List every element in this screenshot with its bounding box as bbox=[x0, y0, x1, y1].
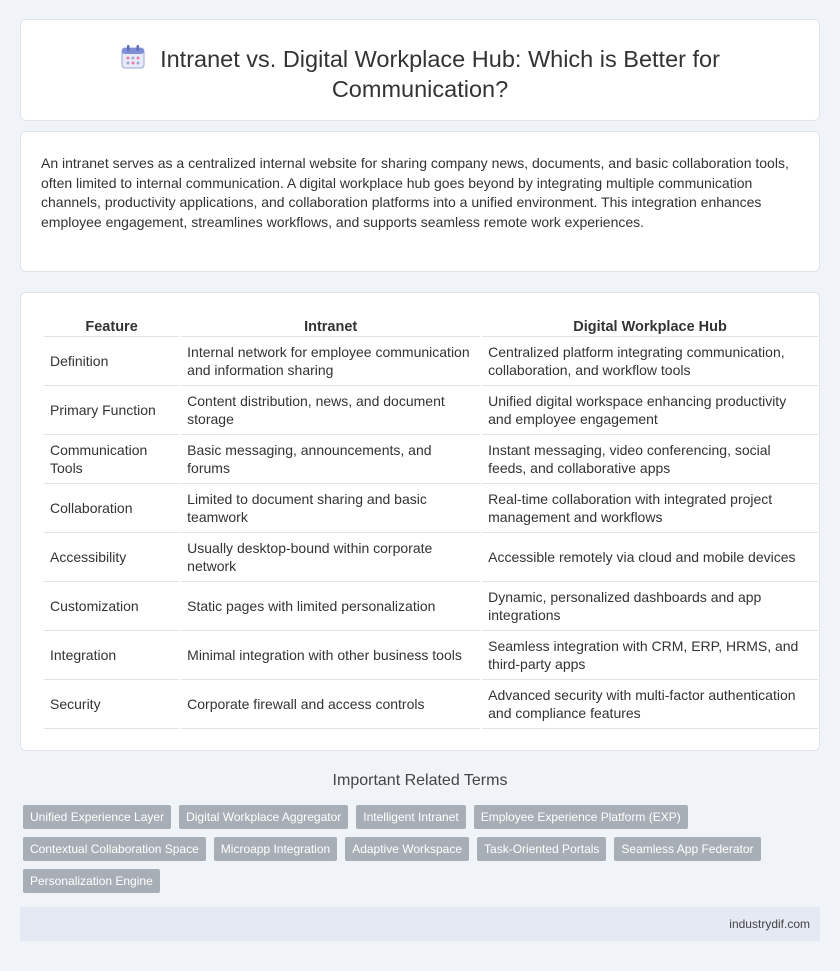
cell-intranet: Basic messaging, announcements, and forums bbox=[181, 435, 480, 484]
cell-feature: Primary Function bbox=[44, 386, 179, 435]
table-row bbox=[44, 533, 818, 582]
related-term-tag[interactable]: Employee Experience Platform (EXP) bbox=[474, 805, 688, 829]
cell-intranet: Content distribution, news, and document storage bbox=[181, 386, 480, 435]
page-title-text: Intranet vs. Digital Workplace Hub: Which is Better for Communication? bbox=[160, 46, 720, 102]
related-term-tag[interactable]: Seamless App Federator bbox=[614, 837, 760, 861]
intro-paragraph: An intranet serves as a centralized internal website for sharing company news, documents, and basic collaboration tools, often limited to internal communication. A digital workplace hub goes beyond by integrating multiple communication channels, productivity applications, and collaboration platforms into a unified environment. This integration enhances employee engagement, streamlines workflows, and supports seamless remote work experiences. bbox=[41, 155, 789, 230]
cell-feature: Integration bbox=[44, 631, 179, 680]
table-row bbox=[44, 386, 818, 435]
table-row bbox=[44, 680, 818, 729]
table-row bbox=[44, 631, 818, 680]
cell-digital-workplace-hub: Dynamic, personalized dashboards and app integrations bbox=[482, 582, 818, 631]
comparison-table bbox=[42, 315, 820, 729]
cell-feature: Customization bbox=[44, 582, 179, 631]
related-terms-heading: Important Related Terms bbox=[332, 772, 508, 789]
comparison-table-card bbox=[20, 292, 820, 751]
cell-intranet: Limited to document sharing and basic teamwork bbox=[181, 484, 480, 533]
cell-feature: Communication Tools bbox=[44, 435, 179, 484]
cell-digital-workplace-hub: Seamless integration with CRM, ERP, HRMS, and third-party apps bbox=[482, 631, 818, 680]
cell-intranet: Static pages with limited personalization bbox=[181, 582, 480, 631]
related-term-tag[interactable]: Digital Workplace Aggregator bbox=[179, 805, 348, 829]
page-title bbox=[61, 44, 779, 104]
header-intranet: Intranet bbox=[181, 315, 480, 337]
table-row bbox=[44, 582, 818, 631]
table-row bbox=[44, 484, 818, 533]
table-body bbox=[44, 337, 818, 729]
cell-feature: Definition bbox=[44, 337, 179, 386]
cell-digital-workplace-hub: Centralized platform integrating communication, collaboration, and workflow tools bbox=[482, 337, 818, 386]
related-term-tag[interactable]: Microapp Integration bbox=[214, 837, 337, 861]
header-digital-workplace-hub: Digital Workplace Hub bbox=[482, 315, 818, 337]
cell-digital-workplace-hub: Instant messaging, video conferencing, social feeds, and collaborative apps bbox=[482, 435, 818, 484]
related-term-tag[interactable]: Adaptive Workspace bbox=[345, 837, 469, 861]
footer-site: industrydif.com bbox=[729, 917, 810, 931]
related-term-tag[interactable]: Unified Experience Layer bbox=[23, 805, 171, 829]
title-card bbox=[20, 19, 820, 121]
cell-digital-workplace-hub: Real-time collaboration with integrated project management and workflows bbox=[482, 484, 818, 533]
cell-feature: Accessibility bbox=[44, 533, 179, 582]
cell-intranet: Internal network for employee communication and information sharing bbox=[181, 337, 480, 386]
footer bbox=[20, 907, 820, 941]
related-term-tag[interactable]: Personalization Engine bbox=[23, 869, 160, 893]
calendar-icon bbox=[120, 44, 146, 70]
intro-card bbox=[20, 131, 820, 272]
cell-intranet: Corporate firewall and access controls bbox=[181, 680, 480, 729]
cell-feature: Collaboration bbox=[44, 484, 179, 533]
cell-digital-workplace-hub: Unified digital workspace enhancing productivity and employee engagement bbox=[482, 386, 818, 435]
cell-digital-workplace-hub: Advanced security with multi-factor authentication and compliance features bbox=[482, 680, 818, 729]
related-terms-list bbox=[23, 805, 803, 893]
table-row bbox=[44, 337, 818, 386]
header-feature: Feature bbox=[44, 315, 179, 337]
cell-intranet: Usually desktop-bound within corporate network bbox=[181, 533, 480, 582]
cell-intranet: Minimal integration with other business tools bbox=[181, 631, 480, 680]
related-term-tag[interactable]: Intelligent Intranet bbox=[356, 805, 465, 829]
table-row bbox=[44, 435, 818, 484]
table-header-row bbox=[44, 315, 818, 337]
cell-digital-workplace-hub: Accessible remotely via cloud and mobile devices bbox=[482, 533, 818, 582]
cell-feature: Security bbox=[44, 680, 179, 729]
related-term-tag[interactable]: Contextual Collaboration Space bbox=[23, 837, 206, 861]
related-term-tag[interactable]: Task-Oriented Portals bbox=[477, 837, 606, 861]
